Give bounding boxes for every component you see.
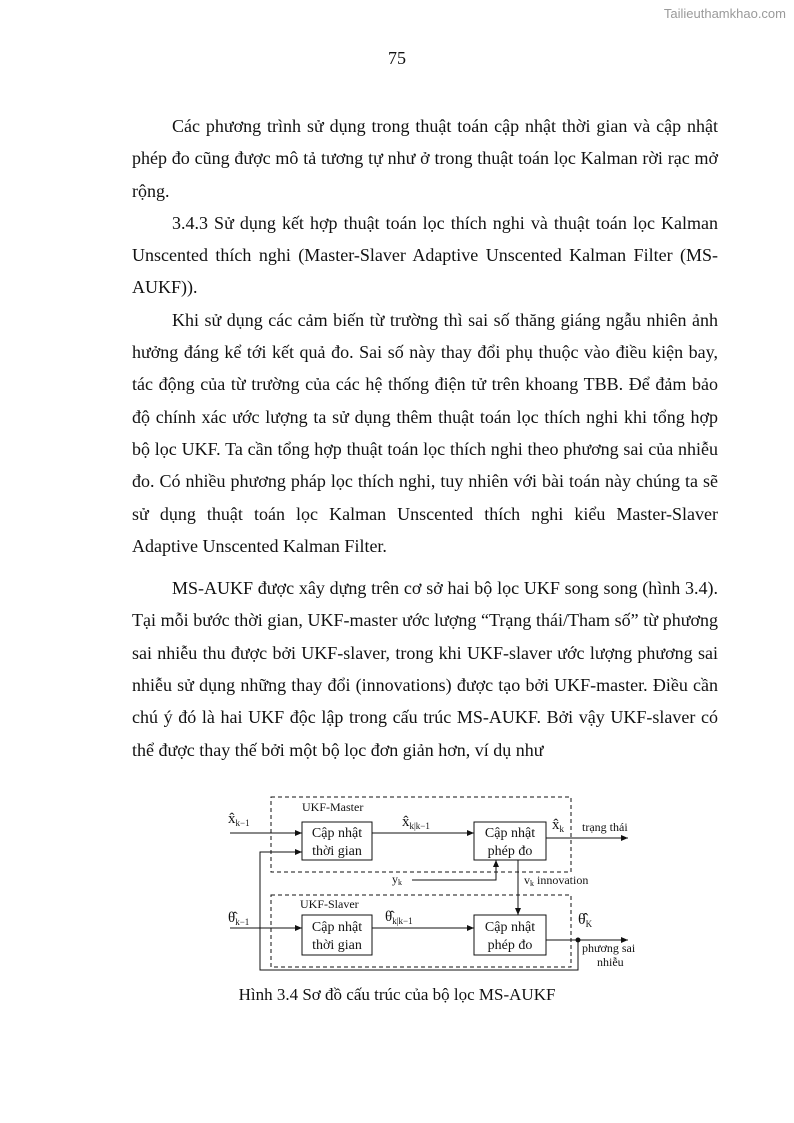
y-k-symbol: yk xyxy=(392,872,402,887)
paragraph-3: MS-AUKF được xây dựng trên cơ sở hai bộ lọc UKF song song (hình 3.4). Tại mỗi bước thời gian, UKF-master ước lượng “Trạng thái/Tham số” từ phương sai nhiễu thu được bởi UKF-slaver, trong khi UKF-slaver ước lượng phương sai nhiễu sử dụng những thay đổi (innovations) được tạo bởi UKF-master. Điều cần chú ý đó là hai UKF độc lập trong cấu trúc MS-AUKF. Bởi vậy UKF-slaver có thể được thay thế bởi một bộ lọc đơn giản hơn, ví dụ như xyxy=(132,578,718,760)
body-text xyxy=(132,110,718,766)
state-output-label: trạng thái xyxy=(582,820,628,834)
ukf-master-label: UKF-Master xyxy=(302,800,364,814)
slaver-time-update-line2: thời gian xyxy=(312,938,362,953)
master-time-update-line2: thời gian xyxy=(312,844,362,859)
page-number: 75 xyxy=(388,48,406,68)
ukf-slaver-label: UKF-Slaver xyxy=(300,897,359,911)
section-heading: 3.4.3 Sử dụng kết hợp thuật toán lọc thích nghi và thuật toán lọc Kalman Unscented thích nghi (Master-Slaver Adaptive Unscented Kalman Filter (MS-AUKF)). xyxy=(132,212,718,298)
watermark: Tailieuthamkhao.com xyxy=(663,6,786,21)
master-measure-update-line2: phép đo xyxy=(487,844,533,859)
master-measure-update-line1: Cập nhật xyxy=(484,826,536,841)
junction-dot xyxy=(576,938,581,943)
noise-variance-label-line1: phương sai xyxy=(582,941,636,955)
figure-caption: Hình 3.4 Sơ đồ cấu trúc của bộ lọc MS-AUKF xyxy=(238,985,556,1004)
innovation-label: vk innovation xyxy=(524,873,589,888)
slaver-measure-update-line2: phép đo xyxy=(487,938,533,953)
x-pred-symbol: $x̂_{k|k-1}$ xyxy=(402,814,430,831)
x-k-symbol: $x̂_k$ xyxy=(552,817,564,834)
measurement-input-arrow xyxy=(412,860,496,880)
noise-variance-label-line2: nhiễu xyxy=(597,955,624,969)
theta-prev-symbol: $\thetâ_{k-1}$ xyxy=(228,910,250,927)
x-prev-symbol: $x̂_{k-1}$ xyxy=(228,811,250,828)
master-time-update-line1: Cập nhật xyxy=(311,826,363,841)
theta-pred-symbol: $\thetâ_{k|k-1}$ xyxy=(385,909,413,926)
paragraph-2: Khi sử dụng các cảm biến từ trường thì sai số thăng giáng ngẫu nhiên ảnh hưởng đáng kể tới kết quả đo. Sai số này thay đổi phụ thuộc vào điều kiện bay, tác động của từ trường của các hệ thống điện tử trên khoang TBB. Để đảm bảo độ chính xác ước lượng ta sử dụng thêm thuật toán lọc thích nghi khi tổng hợp bộ lọc UKF. Ta cần tổng hợp thuật toán lọc thích nghi theo phương sai của nhiễu đo. Có nhiều phương pháp lọc thích nghi, tuy nhiên với bài toán này chúng ta sẽ sử dụng thuật toán lọc Kalman Unscented thích nghi kiểu Master-Slaver Adaptive Unscented Kalman Filter. xyxy=(132,309,718,556)
ms-aukf-diagram xyxy=(222,790,652,980)
paragraph-1: Các phương trình sử dụng trong thuật toán cập nhật thời gian và cập nhật phép đo cũng được mô tả tương tự như ở trong thuật toán lọc Kalman rời rạc mở rộng. xyxy=(132,116,718,201)
diagram-svg xyxy=(222,790,652,980)
slaver-time-update-line1: Cập nhật xyxy=(311,920,363,935)
theta-k-symbol: θ̂K xyxy=(578,911,593,929)
slaver-measure-update-line1: Cập nhật xyxy=(484,920,536,935)
